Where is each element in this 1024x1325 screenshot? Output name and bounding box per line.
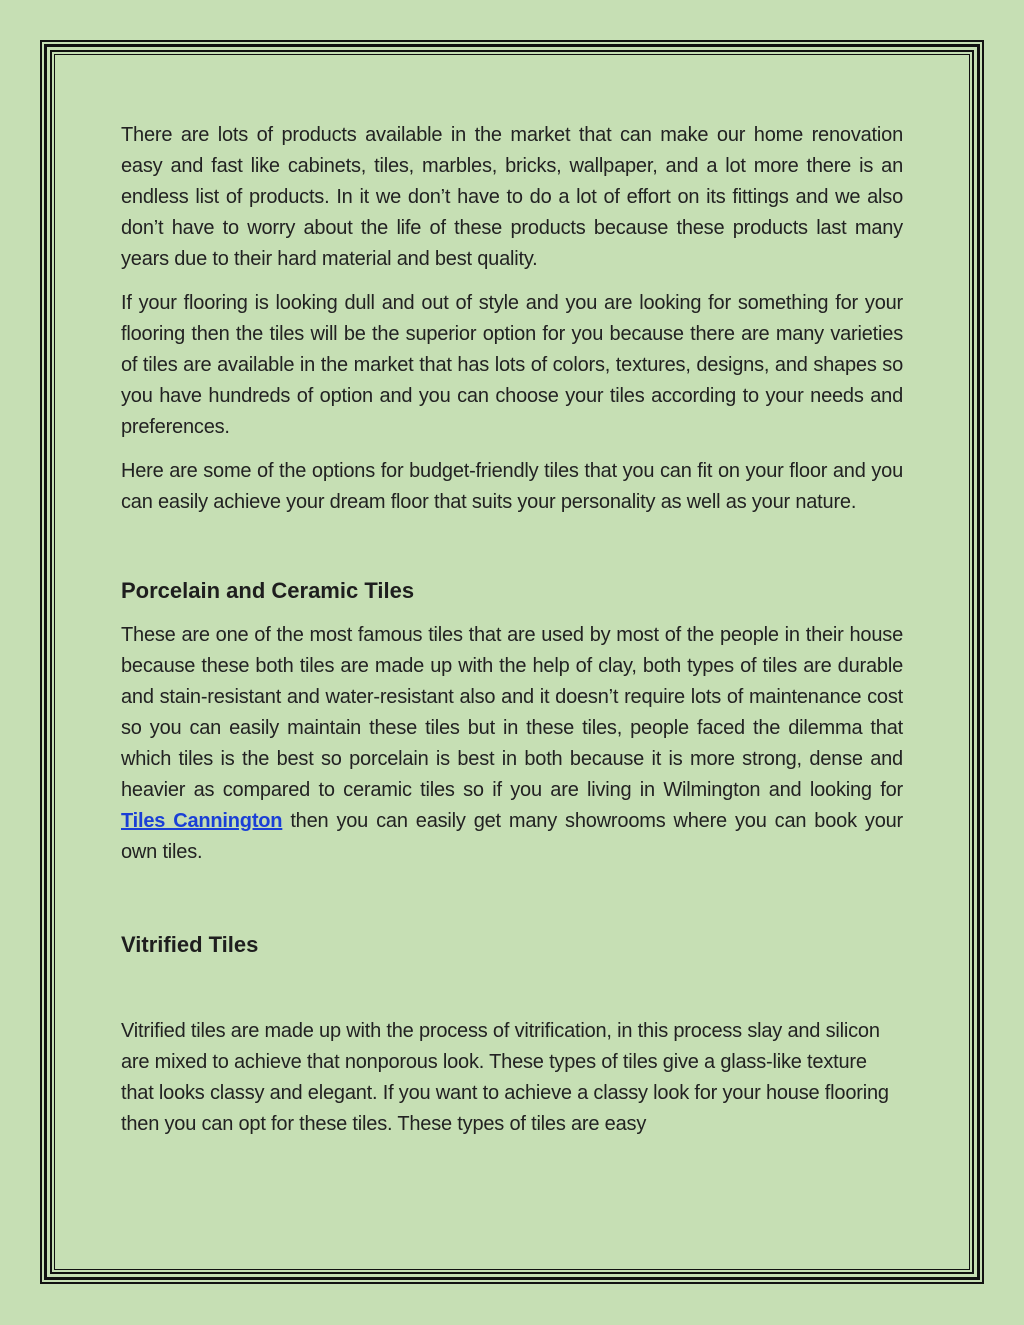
section-heading-porcelain-ceramic: Porcelain and Ceramic Tiles xyxy=(121,578,415,603)
section-paragraph-vitrified: Vitrified tiles are made up with the process of vitrification, in this process slay and silicon are mixed to achieve that nonporous look. These types of tiles give a glass-like texture that looks classy and elegant. If you want to achieve a classy look for your house flooring then you can opt for these tiles. These types of tiles are easy xyxy=(121,1020,889,1135)
intro-paragraph-3: Here are some of the options for budget-friendly tiles that you can fit on your floor and you can easily achieve your dream floor that suits your personality as well as your nature. xyxy=(121,460,903,513)
intro-paragraph-1: There are lots of products available in the market that can make our home renovation easy and fast like cabinets, tiles, marbles, bricks, wallpaper, and a lot more there is an endless list of products. In it we don’t have to do a lot of effort on its fittings and we also don’t have to worry about the life of these products because these products last many years due to their hard material and best quality. xyxy=(121,124,903,270)
section1-text-after-link: then you can easily get many showrooms where you can book your own tiles. xyxy=(121,810,903,863)
document-body xyxy=(121,120,903,1153)
section-paragraph-porcelain-ceramic xyxy=(121,620,903,868)
section-heading-vitrified: Vitrified Tiles xyxy=(121,932,259,957)
intro-paragraph-2: If your flooring is looking dull and out of style and you are looking for something for your flooring then the tiles will be the superior option for you because there are many varieties of tiles are available in the market that has lots of colors, textures, designs, and shapes so you have hundreds of option and you can choose your tiles according to your needs and preferences. xyxy=(121,292,903,438)
tiles-cannington-link[interactable]: Tiles Cannington xyxy=(121,810,283,832)
section1-text-before-link: These are one of the most famous tiles that are used by most of the people in their house because these both tiles are made up with the help of clay, both types of tiles are durable and stain-resistant and water-resistant also and it doesn’t require lots of maintenance cost so you can easily maintain these tiles but in these tiles, people faced the dilemma that which tiles is the best so porcelain is best in both because it is more strong, dense and heavier as compared to ceramic tiles so if you are living in Wilmington and looking for xyxy=(121,624,903,801)
